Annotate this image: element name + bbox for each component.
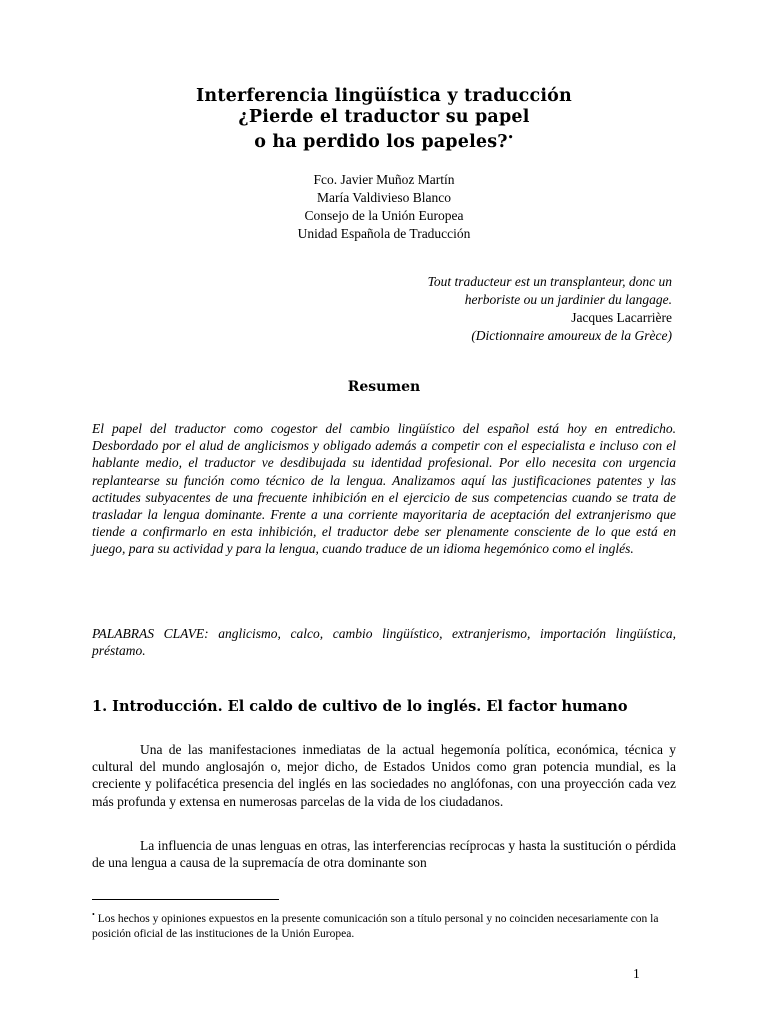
page-number: 1 xyxy=(633,966,640,981)
title-line-2: ¿Pierde el traductor su papel xyxy=(238,107,530,127)
author-name: María Valdivieso Blanco xyxy=(317,190,451,205)
paper-title xyxy=(0,86,768,153)
epigraph-author: Jacques Lacarrière xyxy=(571,310,672,325)
epigraph-quote-line: Tout traducteur est un transplanteur, donc un xyxy=(427,274,672,289)
title-line-3-text: o ha perdido los papeles? xyxy=(254,132,508,152)
body-paragraph: La influencia de unas lenguas en otras, las interferencias recíprocas y hasta la sustitución o pérdida de una lengua a causa de la supremacía de otra dominante son xyxy=(92,838,676,871)
epigraph-quote-line: herboriste ou un jardinier du langage. xyxy=(464,292,672,307)
author-name: Fco. Javier Muñoz Martín xyxy=(313,172,455,187)
footnote xyxy=(92,907,676,942)
footnote-marker: • xyxy=(92,910,95,919)
keywords: PALABRAS CLAVE: anglicismo, calco, cambio lingüístico, extranjerismo, importación lingüística, préstamo. xyxy=(92,626,676,659)
abstract-text: El papel del traductor como cogestor del cambio lingüístico del español está hoy en entredicho. Desbordado por el alud de anglicismos y obligado además a competir con el especialista e incluso con el hablante medio, el traductor ve desdibujada su identidad profesional. Por ello necesita con urgencia replantearse su función como técnico de la lengua. Analizamos aquí las justificaciones patentes y las actitudes subyacentes de una frecuente inhibición en el ejercicio de sus competencias cuando se trata de trasladar la lengua dominante. Frente a una corriente mayoritaria de aceptación del extranjerismo que tiende a confirmarlo en esta inhibición, el traductor debe ser plenamente consciente de lo que está en juego, para su actividad y para la lengua, cuando traduce de un idioma hegemónico como el inglés. xyxy=(92,421,676,557)
epigraph-source: (Dictionnaire amoureux de la Grèce) xyxy=(471,328,672,343)
author-block xyxy=(0,171,768,243)
body-paragraph: Una de las manifestaciones inmediatas de la actual hegemonía política, económica, técnica y cultural del mundo anglosajón o, mejor dicho, de Estados Unidos como gran potencia mundial, es la creciente y polifacética presencia del inglés en las sociedades no anglófonas, con una proyección cada vez más profunda y extensa en numerosas parcelas de la vida de los ciudadanos. xyxy=(92,742,676,809)
epigraph xyxy=(272,273,672,345)
section-heading: 1. Introducción. El caldo de cultivo de lo inglés. El factor humano xyxy=(92,698,628,715)
title-footnote-marker: • xyxy=(507,133,514,143)
footnote-divider xyxy=(92,899,279,900)
title-line-3 xyxy=(0,128,768,153)
author-affiliation: Unidad Española de Traducción xyxy=(297,226,471,241)
footnote-text: Los hechos y opiniones expuestos en la presente comunicación son a título personal y no coinciden necesariamente con la posición oficial de las instituciones de la Unión Europea. xyxy=(92,913,659,940)
abstract-heading: Resumen xyxy=(347,379,421,395)
title-line-1: Interferencia lingüística y traducción xyxy=(196,86,572,106)
author-affiliation: Consejo de la Unión Europea xyxy=(304,208,464,223)
